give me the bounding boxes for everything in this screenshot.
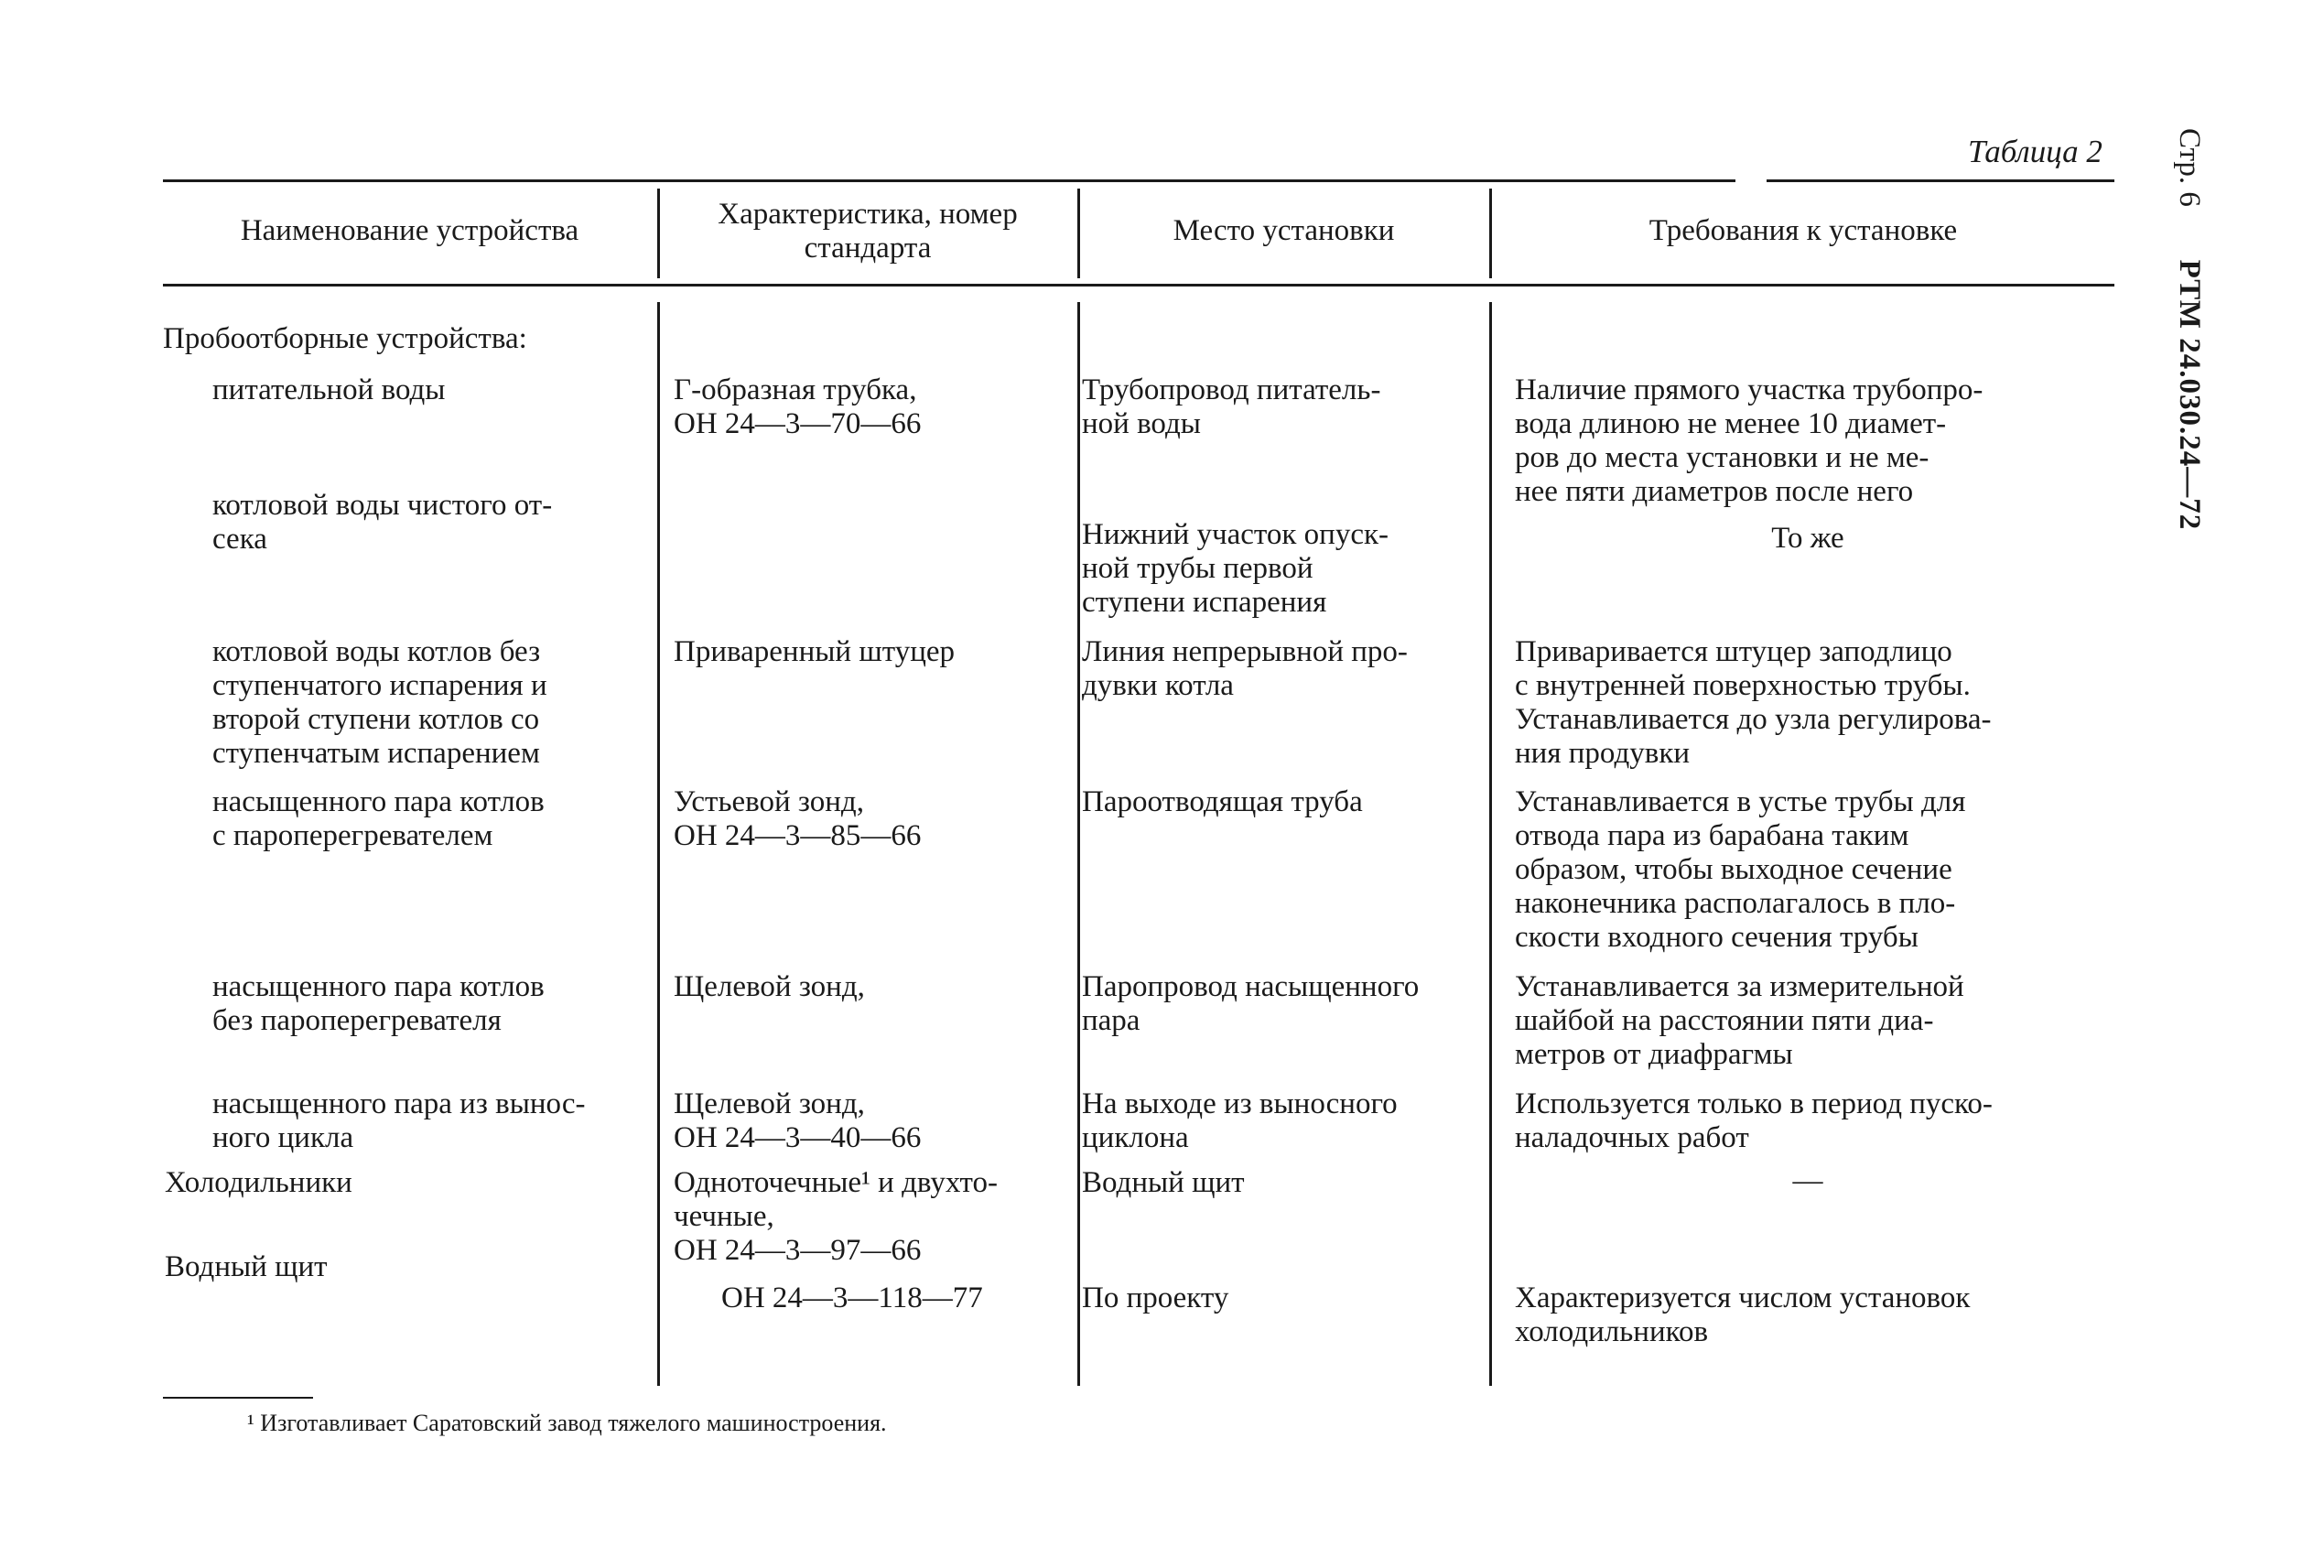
table-row-1-req: Наличие прямого участка трубопро- вода длиною не менее 10 диамет- ров до места установки и не ме- нее пяти диаметров после него — [1515, 373, 1984, 508]
table-row-6-device: насыщенного пара из вынос- ного цикла — [212, 1087, 586, 1154]
column-header-spec: Характеристика, номер стандарта — [718, 198, 1018, 265]
table-row-4-device: насыщенного пара котлов с пароперегревателем — [212, 785, 545, 852]
table-row-7-device: Холодильники — [165, 1166, 352, 1199]
table-row-8-place: По проекту — [1082, 1281, 1229, 1314]
table-row-7-req: — — [1792, 1164, 1823, 1197]
table-row-7-place: Водный щит — [1082, 1166, 1245, 1199]
table-row-7-spec: Одноточечные¹ и двухто- чечные, ОН 24—3—97—66 — [674, 1166, 998, 1267]
table-row-3-place: Линия непрерывной про- дувки котла — [1082, 635, 1408, 702]
footnote: ¹ Изготавливает Саратовский завод тяжелого машиностроения. — [247, 1410, 887, 1436]
document-code: РТМ 24.030.24—72 — [2173, 259, 2206, 531]
table-caption: Таблица 2 — [1968, 134, 2102, 169]
table-top-rule — [163, 179, 1735, 182]
table-row-5-device: насыщенного пара котлов без пароперегревателя — [212, 970, 545, 1037]
header-divider-3 — [1489, 189, 1492, 278]
table-row-8-req: Характеризуется числом установок холодильников — [1515, 1281, 1971, 1348]
table-row-2-place: Нижний участок опуск- ной трубы первой ступени испарения — [1082, 518, 1389, 619]
table-row-1-device: питательной воды — [212, 373, 446, 406]
table-top-rule-right — [1767, 179, 2114, 182]
page-number: Стр. 6 — [2173, 128, 2206, 207]
header-divider-2 — [1077, 189, 1080, 278]
table-row-3-spec: Приваренный штуцер — [674, 635, 956, 668]
table-row-3-device: котловой воды котлов без ступенчатого испарения и второй ступени котлов со ступенчатым испарением — [212, 635, 547, 770]
side-header — [2172, 128, 2206, 641]
group-title: Пробоотборные устройства: — [163, 322, 527, 355]
header-bottom-rule — [163, 284, 2114, 287]
column-header-requirements: Требования к установке — [1648, 214, 1958, 247]
table-row-5-req: Устанавливается за измерительной шайбой на расстоянии пяти диа- метров от диафрагмы — [1515, 970, 1964, 1071]
table-row-4-spec: Устьевой зонд, ОН 24—3—85—66 — [674, 785, 922, 852]
footnote-rule — [163, 1397, 313, 1399]
table-row-4-req: Устанавливается в устье трубы для отвода пара из барабана таким образом, чтобы выходное сечение наконечника располагалось в пло- скости входного сечения трубы — [1515, 785, 1966, 954]
table-row-6-place: На выходе из выносного циклона — [1082, 1087, 1398, 1154]
table-row-8-spec: ОН 24—3—118—77 — [721, 1281, 983, 1314]
table-row-8-device: Водный щит — [165, 1250, 328, 1283]
table-row-6-spec: Щелевой зонд, ОН 24—3—40—66 — [674, 1087, 922, 1154]
column-header-device: Наименование устройства — [240, 214, 579, 247]
column-header-place: Место установки — [1173, 214, 1395, 247]
header-divider-1 — [657, 189, 660, 278]
table-row-2-device: котловой воды чистого от- сека — [212, 489, 553, 556]
table-row-4-place: Пароотводящая труба — [1082, 785, 1363, 818]
table-row-1-place: Трубопровод питатель- ной воды — [1082, 373, 1381, 440]
table-row-1-spec: Г-образная трубка, ОН 24—3—70—66 — [674, 373, 922, 440]
body-divider-3 — [1489, 302, 1492, 1386]
table-row-2-req: То же — [1771, 522, 1844, 555]
table-row-6-req: Используется только в период пуско- наладочных работ — [1515, 1087, 1993, 1154]
body-divider-2 — [1077, 302, 1080, 1386]
table-row-5-place: Паропровод насыщенного пара — [1082, 970, 1420, 1037]
body-divider-1 — [657, 302, 660, 1386]
table-row-5-spec: Щелевой зонд, — [674, 970, 865, 1003]
table-row-3-req: Приваривается штуцер заподлицо с внутренней поверхностью трубы. Устанавливается до узла регулирова- ния продувки — [1515, 635, 1992, 770]
